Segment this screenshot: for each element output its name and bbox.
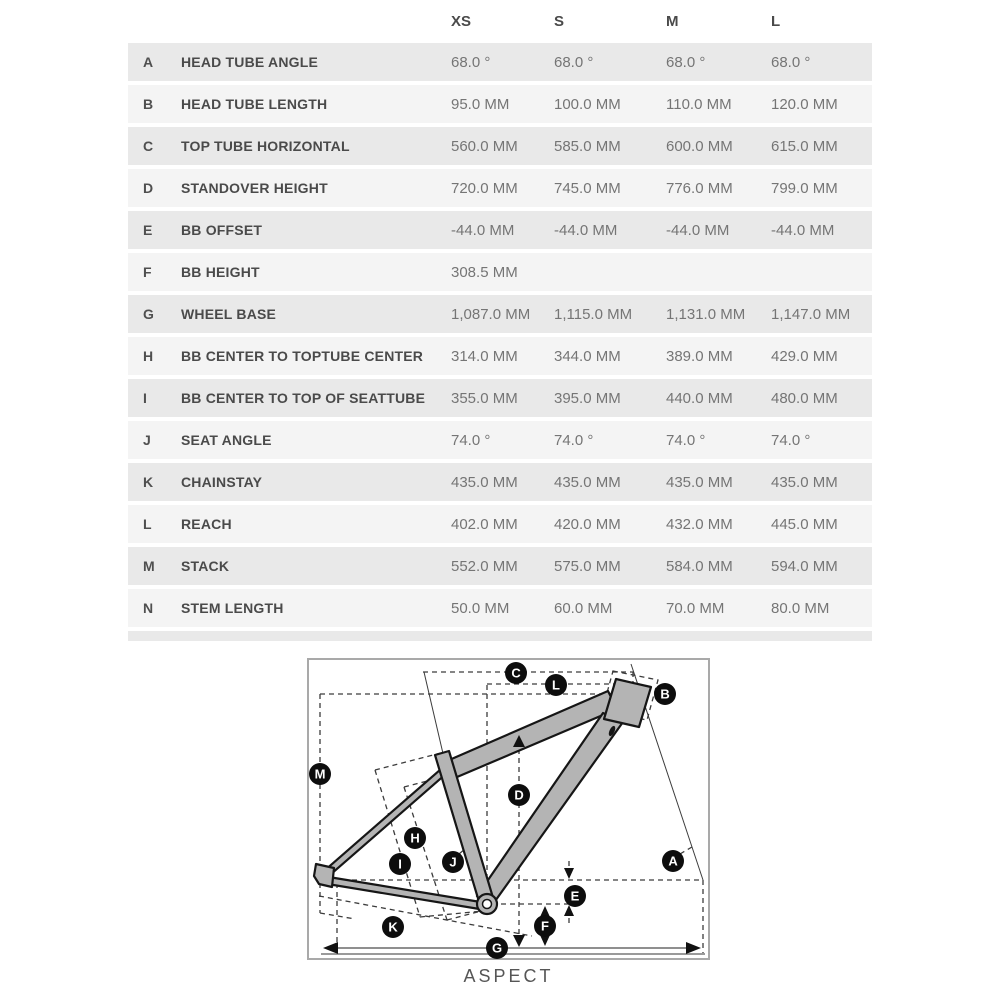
row-value-xs: 355.0 MM <box>451 389 518 407</box>
marker-b <box>654 683 676 705</box>
row-label: STANDOVER HEIGHT <box>181 180 328 196</box>
row-label: STEM LENGTH <box>181 600 284 616</box>
table-row <box>128 211 872 249</box>
row-value-s: 60.0 MM <box>554 599 613 617</box>
row-value-xs: 720.0 MM <box>451 179 518 197</box>
row-label: HEAD TUBE ANGLE <box>181 54 319 70</box>
row-value-m: 389.0 MM <box>666 347 733 365</box>
row-letter: H <box>143 348 154 364</box>
svg-text:J: J <box>449 854 457 870</box>
row-value-s: 1,115.0 MM <box>554 305 633 323</box>
row-label: STACK <box>181 558 230 574</box>
row-value-xs: 68.0 ° <box>451 53 491 71</box>
row-value-xs: 308.5 MM <box>451 263 518 281</box>
row-value-m: 776.0 MM <box>666 179 733 197</box>
row-letter: B <box>143 96 154 112</box>
svg-text:K: K <box>388 919 398 935</box>
row-value-l: 594.0 MM <box>771 557 838 575</box>
marker-l <box>545 674 567 696</box>
row-value-xs: 435.0 MM <box>451 473 518 491</box>
svg-text:H: H <box>410 830 420 846</box>
table-row <box>128 169 872 207</box>
marker-e <box>564 885 586 907</box>
bottom-bracket-center <box>483 900 492 909</box>
row-value-l: 480.0 MM <box>771 389 838 407</box>
row-value-xs: 560.0 MM <box>451 137 518 155</box>
row-letter: E <box>143 222 153 238</box>
svg-text:B: B <box>660 686 670 702</box>
row-value-m: 70.0 MM <box>666 599 725 617</box>
row-value-l: 799.0 MM <box>771 179 838 197</box>
row-value-s: -44.0 MM <box>554 221 618 239</box>
diagram-border <box>308 659 709 959</box>
row-value-m: 584.0 MM <box>666 557 733 575</box>
table-row <box>128 43 872 81</box>
svg-text:C: C <box>511 665 521 681</box>
row-letter: N <box>143 600 154 616</box>
row-label: BB CENTER TO TOP OF SEATTUBE <box>181 390 426 406</box>
table-body <box>128 43 872 627</box>
row-value-s: 435.0 MM <box>554 473 621 491</box>
row-letter: K <box>143 474 154 490</box>
row-value-m: 600.0 MM <box>666 137 733 155</box>
marker-h <box>404 827 426 849</box>
svg-text:I: I <box>398 856 402 872</box>
row-value-m: 1,131.0 MM <box>666 305 746 323</box>
bike-frame-illustration <box>307 658 710 960</box>
row-letter: G <box>143 306 154 322</box>
row-letter: D <box>143 180 154 196</box>
row-letter: A <box>143 54 154 70</box>
row-letter: C <box>143 138 154 154</box>
marker-k <box>382 916 404 938</box>
marker-d <box>508 784 530 806</box>
row-label: CHAINSTAY <box>181 474 263 490</box>
row-value-m: 74.0 ° <box>666 431 706 449</box>
row-value-s: 68.0 ° <box>554 53 594 71</box>
row-value-l: 429.0 MM <box>771 347 838 365</box>
marker-c <box>505 662 527 684</box>
marker-i <box>389 853 411 875</box>
row-value-m: 68.0 ° <box>666 53 706 71</box>
row-letter: L <box>143 516 152 532</box>
svg-text:E: E <box>570 888 580 904</box>
row-value-s: 100.0 MM <box>554 95 621 113</box>
row-value-l: 68.0 ° <box>771 53 811 71</box>
row-value-l: 80.0 MM <box>771 599 830 617</box>
marker-m <box>309 763 331 785</box>
svg-text:L: L <box>552 677 560 693</box>
svg-text:M: M <box>314 766 326 782</box>
row-label: REACH <box>181 516 232 532</box>
row-value-m: 435.0 MM <box>666 473 733 491</box>
marker-g <box>486 937 508 959</box>
table-row <box>128 547 872 585</box>
size-column-header-l: L <box>771 13 781 30</box>
row-value-l: 445.0 MM <box>771 515 838 533</box>
row-value-m: 110.0 MM <box>666 95 732 113</box>
row-letter: J <box>143 432 151 448</box>
row-label: HEAD TUBE LENGTH <box>181 96 328 112</box>
row-label: BB HEIGHT <box>181 264 260 280</box>
row-label: WHEEL BASE <box>181 306 277 322</box>
table-row <box>128 253 872 291</box>
marker-f <box>534 915 556 937</box>
frame-geometry-diagram <box>307 658 710 960</box>
row-value-s: 395.0 MM <box>554 389 621 407</box>
row-letter: M <box>143 558 155 574</box>
table-row <box>128 85 872 123</box>
table-row <box>128 463 872 501</box>
row-value-m: 432.0 MM <box>666 515 733 533</box>
row-value-xs: -44.0 MM <box>451 221 515 239</box>
row-value-l: 74.0 ° <box>771 431 811 449</box>
row-value-l: 1,147.0 MM <box>771 305 851 323</box>
row-value-s: 585.0 MM <box>554 137 621 155</box>
table-footer-strip <box>128 631 872 641</box>
row-value-xs: 95.0 MM <box>451 95 510 113</box>
row-value-l: 615.0 MM <box>771 137 838 155</box>
row-label: SEAT ANGLE <box>181 432 272 448</box>
row-value-m: -44.0 MM <box>666 221 730 239</box>
row-value-xs: 314.0 MM <box>451 347 518 365</box>
geometry-table <box>128 0 872 641</box>
row-value-s: 575.0 MM <box>554 557 621 575</box>
row-value-s: 74.0 ° <box>554 431 594 449</box>
row-value-s: 420.0 MM <box>554 515 621 533</box>
row-value-s: 745.0 MM <box>554 179 621 197</box>
row-value-xs: 74.0 ° <box>451 431 491 449</box>
marker-a <box>662 850 684 872</box>
marker-j <box>442 851 464 873</box>
row-label: BB CENTER TO TOPTUBE CENTER <box>181 348 424 364</box>
table-row <box>128 295 872 333</box>
svg-text:A: A <box>668 853 678 869</box>
svg-text:D: D <box>514 787 524 803</box>
size-header-row <box>128 0 872 43</box>
size-column-header-s: S <box>554 13 565 30</box>
row-value-s: 344.0 MM <box>554 347 621 365</box>
row-label: TOP TUBE HORIZONTAL <box>181 138 350 154</box>
size-column-header-m: M <box>666 13 679 30</box>
row-value-l: 435.0 MM <box>771 473 838 491</box>
row-value-xs: 402.0 MM <box>451 515 518 533</box>
row-letter: I <box>143 390 147 406</box>
row-value-l: 120.0 MM <box>771 95 838 113</box>
table-row <box>128 589 872 627</box>
row-value-xs: 50.0 MM <box>451 599 510 617</box>
table-row <box>128 379 872 417</box>
row-letter: F <box>143 264 152 280</box>
svg-text:F: F <box>541 918 549 934</box>
table-row <box>128 421 872 459</box>
row-value-l: -44.0 MM <box>771 221 835 239</box>
size-column-header-xs: XS <box>451 13 472 30</box>
model-name-caption: ASPECT <box>463 966 554 986</box>
row-label: BB OFFSET <box>181 222 263 238</box>
table-row <box>128 127 872 165</box>
svg-text:G: G <box>491 940 503 956</box>
row-value-xs: 1,087.0 MM <box>451 305 531 323</box>
table-row <box>128 505 872 543</box>
row-value-xs: 552.0 MM <box>451 557 518 575</box>
row-value-m: 440.0 MM <box>666 389 733 407</box>
table-row <box>128 337 872 375</box>
